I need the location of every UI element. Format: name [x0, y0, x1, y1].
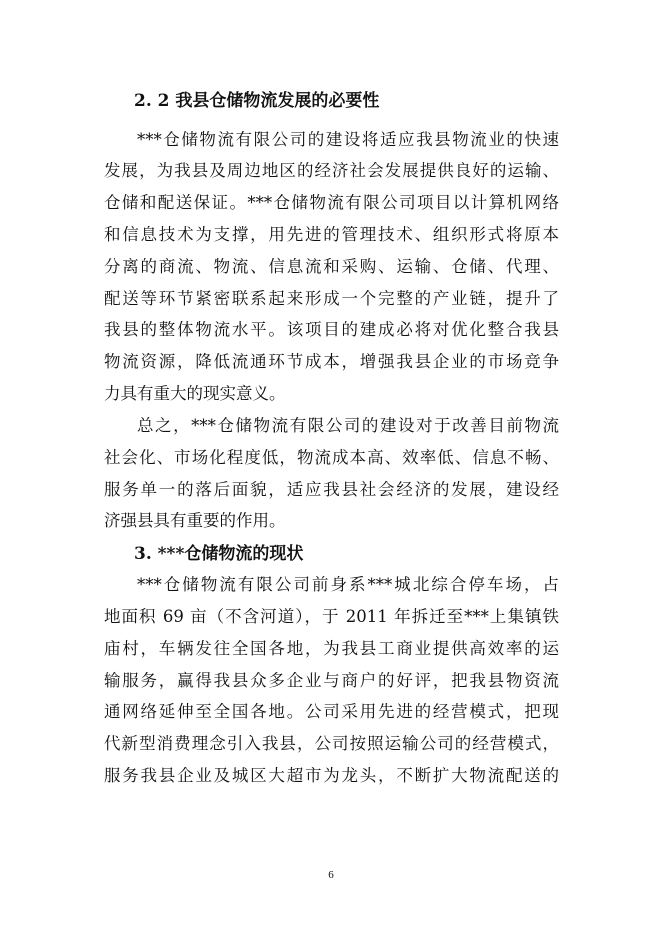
- paragraph-line: 分离的商流、物流、信息流和采购、运输、仓储、代理、: [104, 257, 559, 276]
- paragraph-line: 庙村，车辆发往全国各地，为我县工商业提供高效率的运: [104, 639, 559, 658]
- paragraph-line: 代新型消费理念引入我县，公司按照运输公司的经营模式，: [104, 734, 559, 753]
- paragraph-line: 社会化、市场化程度低，物流成本高、效率低、信息不畅、: [104, 448, 559, 467]
- paragraph-line: ***仓储物流有限公司前身系***城北综合停车场，占: [137, 575, 559, 594]
- paragraph-line: 仓储和配送保证。***仓储物流有限公司项目以计算机网络: [104, 193, 559, 212]
- paragraph-line: 输服务，赢得我县众多企业与商户的好评，把我县物资流: [104, 671, 559, 690]
- paragraph-line: 我县的整体物流水平。该项目的建成必将对优化整合我县: [104, 320, 559, 339]
- paragraph-line: ***仓储物流有限公司的建设将适应我县物流业的快速: [137, 130, 559, 149]
- paragraph-line: 配送等环节紧密联系起来形成一个完整的产业链，提升了: [104, 289, 559, 308]
- paragraph-line: 服务我县企业及城区大超市为龙头，不断扩大物流配送的: [104, 766, 559, 785]
- section-heading-2-2: 2. 2 我县仓储物流发展的必要性: [134, 91, 380, 111]
- paragraph-line: 通网络延伸至全国各地。公司采用先进的经营模式，把现: [104, 702, 559, 721]
- paragraph-line: 服务单一的落后面貌，适应我县社会经济的发展，建设经: [104, 480, 559, 499]
- paragraph-line: 发展，为我县及周边地区的经济社会发展提供良好的运输、: [104, 161, 559, 180]
- paragraph-line: 和信息技术为支撑，用先进的管理技术、组织形式将原本: [104, 225, 559, 244]
- section-heading-3: 3. ***仓储物流的现状: [134, 544, 304, 564]
- paragraph-line: 总之，***仓储物流有限公司的建设对于改善目前物流: [137, 416, 559, 435]
- paragraph-line: 物流资源，降低流通环节成本，增强我县企业的市场竞争: [104, 352, 559, 371]
- page-number: 6: [328, 869, 334, 881]
- paragraph-line: 地面积 69 亩（不含河道），于 2011 年拆迁至***上集镇铁: [104, 607, 559, 626]
- paragraph-line: 济强县具有重要的作用。: [104, 511, 286, 530]
- paragraph-line: 力具有重大的现实意义。: [104, 384, 286, 403]
